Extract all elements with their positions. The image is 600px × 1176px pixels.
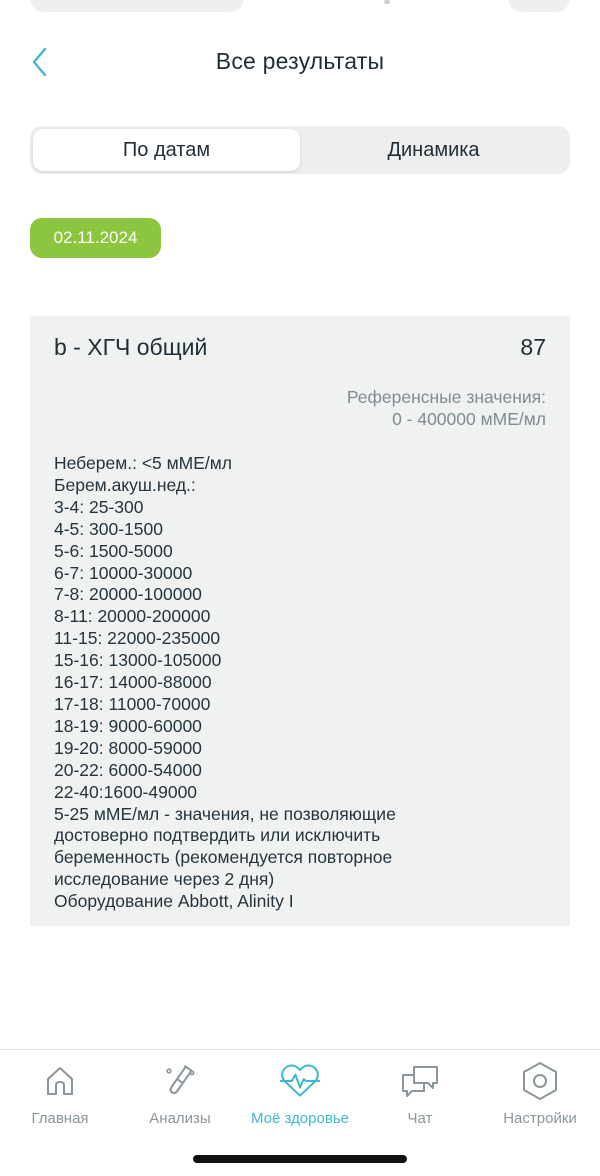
note-line: 5-25 мМЕ/мл - значения, не позволяющие [54, 803, 396, 824]
note-line: 7-8: 20000-100000 [54, 584, 202, 605]
settings-hexagon-icon [521, 1061, 559, 1101]
reference-values [347, 386, 546, 430]
reference-label: Референсные значения: [346, 387, 546, 407]
date-filter-chip[interactable]: 02.11.2024 [30, 218, 161, 258]
reference-range: 0 - 400000 мМЕ/мл [392, 409, 546, 429]
nav-tests[interactable] [120, 1050, 240, 1140]
nav-chat[interactable] [360, 1050, 480, 1140]
nav-my-health-label: Моё здоровье [251, 1110, 349, 1127]
nav-chat-label: Чат [407, 1110, 433, 1127]
note-line: 11-15: 22000-235000 [54, 628, 221, 649]
tab-dynamics[interactable]: Динамика [387, 138, 480, 161]
nav-my-health[interactable] [240, 1050, 360, 1140]
note-line: 3-4: 25-300 [54, 496, 144, 517]
note-line: 20-22: 6000-54000 [54, 759, 202, 780]
note-line: Неберем.: <5 мМЕ/мл [54, 453, 233, 473]
header [0, 36, 600, 88]
note-line: беременность (рекомендуется повторное [54, 847, 393, 868]
nav-settings-label: Настройки [503, 1110, 577, 1127]
note-line: 6-7: 10000-30000 [54, 562, 193, 583]
result-card[interactable] [30, 316, 570, 926]
note-line: 16-17: 14000-88000 [54, 672, 212, 693]
note-line: 4-5: 300-1500 [54, 518, 163, 539]
result-notes [54, 453, 554, 913]
scroll-indicator-dot [384, 0, 390, 4]
home-indicator [193, 1155, 407, 1163]
note-line: 22-40:1600-49000 [54, 781, 198, 802]
note-line: Оборудование Abbott, Alinity I [54, 891, 294, 912]
nav-home-label: Главная [31, 1110, 89, 1127]
tab-by-dates[interactable]: По датам [33, 129, 300, 171]
note-line: 8-11: 20000-200000 [54, 606, 211, 627]
nav-tests-label: Анализы [149, 1110, 211, 1127]
previous-control-remnant-right [508, 0, 570, 12]
chat-icon [400, 1063, 440, 1099]
note-line: 5-6: 1500-5000 [54, 540, 173, 561]
test-tube-icon [162, 1063, 198, 1099]
note-line: исследование через 2 дня) [54, 869, 275, 890]
heart-pulse-icon [279, 1061, 321, 1101]
note-line: достоверно подтвердить или исключить [54, 825, 381, 846]
nav-home[interactable] [0, 1050, 120, 1140]
note-line: 18-19: 9000-60000 [54, 715, 202, 736]
note-line: 17-18: 11000-70000 [54, 693, 211, 714]
home-icon [43, 1064, 77, 1098]
note-line: 15-16: 13000-105000 [54, 650, 222, 671]
test-value: 87 [520, 334, 546, 360]
note-line: 19-20: 8000-59000 [54, 737, 202, 758]
nav-settings[interactable] [480, 1050, 600, 1140]
view-mode-segmented-control [30, 126, 570, 174]
note-line: Берем.акуш.нед.: [54, 474, 196, 495]
previous-control-remnant [30, 0, 244, 12]
page-title: Все результаты [215, 48, 385, 74]
test-name: b - ХГЧ общий [54, 334, 208, 360]
